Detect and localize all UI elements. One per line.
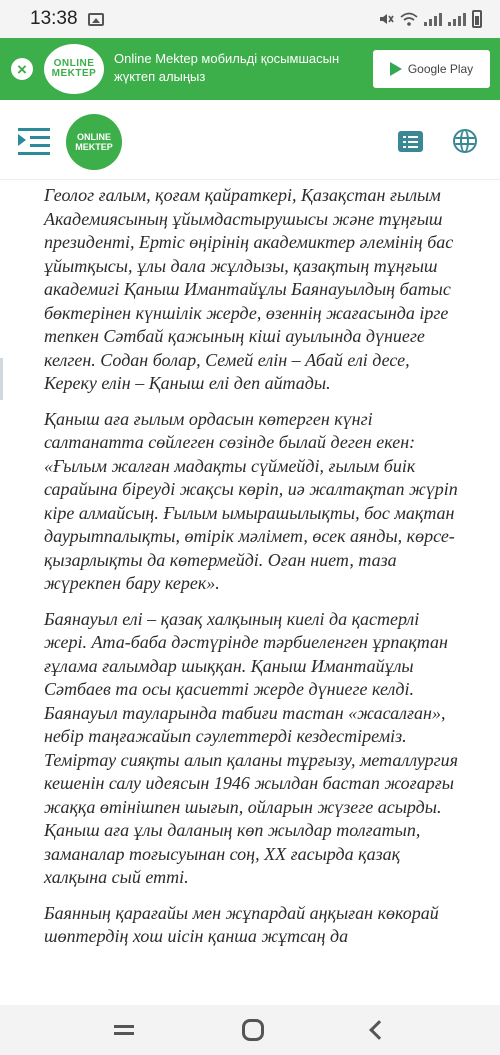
menu-toggle-icon[interactable] [18,126,50,154]
online-mektep-logo: ONLINE MEKTEP [44,44,104,94]
google-play-label: Google Play [407,62,474,76]
signal-icon [424,12,442,26]
banner-text: Online Mektep мобильді қосымшасын жүктеп алыңыз [114,51,340,84]
article-body [44,184,464,961]
google-play-button[interactable] [373,50,490,88]
close-icon: × [17,59,27,79]
system-nav-bar [0,1005,500,1055]
app-header [0,100,500,180]
status-icons [378,10,482,28]
app-promo-banner [0,38,500,100]
list-icon[interactable] [398,131,423,152]
article-paragraph: Баянның қарағайы мен жұпардай аңқыған көкорай шөптердің хош иісін қанша жұтсаң да [44,902,439,946]
gallery-icon [88,13,104,26]
language-globe-icon[interactable] [453,129,477,153]
wifi-icon [400,11,418,27]
status-time: 13:38 [30,8,78,29]
online-mektep-logo[interactable]: ONLINE MEKTEP [66,114,122,170]
article-paragraph: Геолог ғалым, қоғам қайраткері, Қазақстан ғылым Академиясының ұйымдастырушысы және тұңғыш президенті, Ертіс өңірінің академиктер әлемінің бас ұйытқысы, ұлы дала жұлдызы, қазақтың тұңғыш академигі Қаныш Имантайұлы Баянауылдың батыс бөктерінен күншілік жерде, өзеннің жағасында іргe тепкен Сәтбай қажының кіші ауылында дүниеге келген. Содан болар, Семей елін – Абай елі десе, Кереку елін – Қаныш елі деп айтады. [44,185,454,393]
side-drawer-handle[interactable] [0,358,3,400]
status-bar [0,0,500,38]
battery-icon [472,10,482,28]
home-icon[interactable] [242,1019,264,1041]
back-icon[interactable] [369,1020,389,1040]
google-play-icon [390,62,402,76]
article-paragraph: Қаныш аға ғылым ордасын көтерген күнгі салтанатта сөйлеген сөзінде былай деген екен: «Ғылым жалған мадақты сүймейді, ғылым биік сарайына біреуді жақсы көріп, иә жалтақтап жүріп кіре алмайсың. Ғылым ымырашылықты, бос мақтан даурытпалықты, өтірік мәлімет, өсек аянды, көрсе-қызарлықты да көтермейді. Оған ниет, таза жүрекпен бару керек». [44,408,458,593]
close-banner-button[interactable] [11,58,33,80]
article-paragraph: Баянауыл елі – қазақ халқының киелі да қастерлі жері. Ата-баба дәстүрінде тәрбиеленген ұрпақтан ғұлама ғалымдар шыққан. Қаныш Имантайұлы Сәтбаев та осы қасиетті жерде дүниеге келді. Баянауыл тауларында табиғи тастан «жасалған», небір таңғажайып сәулеттерді кездестіреміз. Теміртау сияқты алып қаланы тұрғызу, металлургия кешенін салу идеясын 1946 жылдан бастап жоғарғы жаққа өтінішпен шығып, ойларын жүзеге асырды. Қаныш аға ұлы даланың көп жылдар толғатып, заманалар тоғысуынан соң, XX ғасырда қазақ халқына сый етті. [44,608,458,887]
mute-icon [378,11,394,27]
recents-icon[interactable] [114,1023,134,1037]
signal-icon [448,12,466,26]
